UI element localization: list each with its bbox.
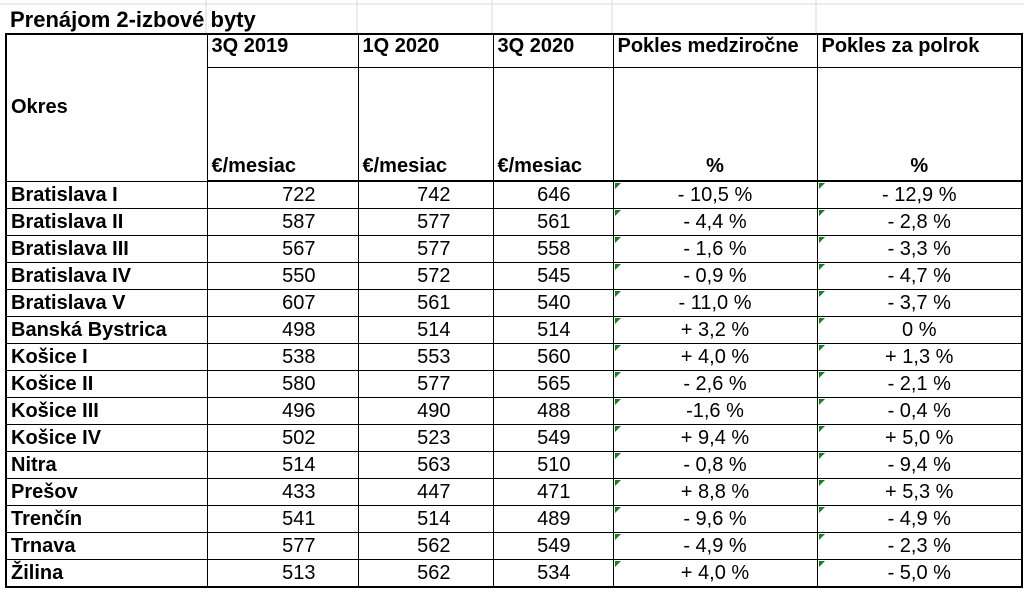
cell-3q-2020[interactable]: 549 bbox=[493, 425, 613, 452]
header-3q-2020[interactable]: 3Q 2020 bbox=[493, 34, 613, 68]
cell-3q-2020[interactable]: 488 bbox=[493, 398, 613, 425]
cell-pokles-medzirocne[interactable]: + 8,8 % bbox=[613, 479, 817, 506]
cell-pokles-za-polrok[interactable]: + 5,3 % bbox=[817, 479, 1022, 506]
cell-1q-2020[interactable]: 514 bbox=[358, 506, 493, 533]
cell-3q-2020[interactable]: 534 bbox=[493, 560, 613, 588]
cell-pokles-medzirocne[interactable]: + 4,0 % bbox=[613, 560, 817, 588]
cell-3q-2020[interactable]: 565 bbox=[493, 371, 613, 398]
cell-3q-2020[interactable]: 561 bbox=[493, 209, 613, 236]
cell-pokles-za-polrok[interactable]: - 0,4 % bbox=[817, 398, 1022, 425]
header-1q-2020[interactable]: 1Q 2020 bbox=[358, 34, 493, 68]
cell-3q-2019[interactable]: 722 bbox=[207, 181, 358, 209]
unit-1q-2020[interactable]: €/mesiac bbox=[358, 68, 493, 182]
cell-pokles-medzirocne[interactable]: - 0,8 % bbox=[613, 452, 817, 479]
header-pokles-medzirocne[interactable]: Pokles medziročne bbox=[613, 34, 817, 68]
table-row bbox=[6, 344, 1022, 371]
cell-3q-2019[interactable]: 513 bbox=[207, 560, 358, 588]
cell-3q-2020[interactable]: 471 bbox=[493, 479, 613, 506]
cell-okres[interactable]: Bratislava V bbox=[6, 290, 207, 317]
table-row bbox=[6, 506, 1022, 533]
table-row bbox=[6, 236, 1022, 263]
cell-pokles-medzirocne[interactable]: - 11,0 % bbox=[613, 290, 817, 317]
cell-pokles-medzirocne[interactable]: - 0,9 % bbox=[613, 263, 817, 290]
cell-pokles-za-polrok[interactable]: - 2,8 % bbox=[817, 209, 1022, 236]
cell-1q-2020[interactable]: 577 bbox=[358, 209, 493, 236]
cell-3q-2019[interactable]: 607 bbox=[207, 290, 358, 317]
cell-3q-2020[interactable]: 545 bbox=[493, 263, 613, 290]
cell-3q-2019[interactable]: 567 bbox=[207, 236, 358, 263]
cell-okres[interactable]: Bratislava III bbox=[6, 236, 207, 263]
table-row bbox=[6, 263, 1022, 290]
cell-3q-2020[interactable]: 510 bbox=[493, 452, 613, 479]
cell-3q-2019[interactable]: 498 bbox=[207, 317, 358, 344]
cell-okres[interactable]: Nitra bbox=[6, 452, 207, 479]
cell-pokles-za-polrok[interactable]: + 5,0 % bbox=[817, 425, 1022, 452]
header-pokles-za-polrok[interactable]: Pokles za polrok bbox=[817, 34, 1022, 68]
cell-3q-2020[interactable]: 549 bbox=[493, 533, 613, 560]
table-row bbox=[6, 317, 1022, 344]
cell-3q-2019[interactable]: 514 bbox=[207, 452, 358, 479]
cell-pokles-za-polrok[interactable]: 0 % bbox=[817, 317, 1022, 344]
cell-3q-2019[interactable]: 502 bbox=[207, 425, 358, 452]
table-row bbox=[6, 479, 1022, 506]
cell-1q-2020[interactable]: 562 bbox=[358, 533, 493, 560]
cell-3q-2019[interactable]: 587 bbox=[207, 209, 358, 236]
cell-1q-2020[interactable]: 577 bbox=[358, 236, 493, 263]
cell-okres[interactable]: Košice II bbox=[6, 371, 207, 398]
table-row bbox=[6, 425, 1022, 452]
cell-1q-2020[interactable]: 553 bbox=[358, 344, 493, 371]
cell-okres[interactable]: Trnava bbox=[6, 533, 207, 560]
unit-pokles-za-polrok[interactable]: % bbox=[817, 68, 1022, 182]
table-row bbox=[6, 560, 1022, 588]
cell-1q-2020[interactable]: 572 bbox=[358, 263, 493, 290]
rent-table bbox=[5, 33, 1023, 588]
cell-pokles-za-polrok[interactable]: + 1,3 % bbox=[817, 344, 1022, 371]
table-row bbox=[6, 452, 1022, 479]
cell-pokles-medzirocne[interactable]: + 9,4 % bbox=[613, 425, 817, 452]
cell-pokles-za-polrok[interactable]: - 2,3 % bbox=[817, 533, 1022, 560]
cell-pokles-za-polrok[interactable]: - 3,3 % bbox=[817, 236, 1022, 263]
cell-pokles-medzirocne[interactable]: - 10,5 % bbox=[613, 181, 817, 209]
cell-1q-2020[interactable]: 742 bbox=[358, 181, 493, 209]
table-row bbox=[6, 398, 1022, 425]
cell-3q-2019[interactable]: 541 bbox=[207, 506, 358, 533]
cell-3q-2019[interactable]: 433 bbox=[207, 479, 358, 506]
cell-pokles-medzirocne[interactable]: + 3,2 % bbox=[613, 317, 817, 344]
cell-pokles-medzirocne[interactable]: - 4,9 % bbox=[613, 533, 817, 560]
header-3q-2019[interactable]: 3Q 2019 bbox=[207, 34, 358, 68]
cell-pokles-medzirocne[interactable]: - 9,6 % bbox=[613, 506, 817, 533]
cell-pokles-za-polrok[interactable]: - 12,9 % bbox=[817, 181, 1022, 209]
cell-okres[interactable]: Košice III bbox=[6, 398, 207, 425]
cell-3q-2020[interactable]: 514 bbox=[493, 317, 613, 344]
cell-3q-2020[interactable]: 540 bbox=[493, 290, 613, 317]
cell-pokles-za-polrok[interactable]: - 2,1 % bbox=[817, 371, 1022, 398]
cell-3q-2019[interactable]: 496 bbox=[207, 398, 358, 425]
cell-pokles-za-polrok[interactable]: - 4,7 % bbox=[817, 263, 1022, 290]
cell-okres[interactable]: Žilina bbox=[6, 560, 207, 588]
cell-3q-2019[interactable]: 577 bbox=[207, 533, 358, 560]
cell-pokles-medzirocne[interactable]: -1,6 % bbox=[613, 398, 817, 425]
cell-okres[interactable]: Košice I bbox=[6, 344, 207, 371]
cell-okres[interactable]: Banská Bystrica bbox=[6, 317, 207, 344]
cell-3q-2020[interactable]: 489 bbox=[493, 506, 613, 533]
cell-3q-2020[interactable]: 646 bbox=[493, 181, 613, 209]
table-row bbox=[6, 209, 1022, 236]
cell-okres[interactable]: Bratislava I bbox=[6, 181, 207, 209]
cell-pokles-medzirocne[interactable]: - 4,4 % bbox=[613, 209, 817, 236]
cell-okres[interactable]: Bratislava IV bbox=[6, 263, 207, 290]
cell-1q-2020[interactable]: 563 bbox=[358, 452, 493, 479]
cell-pokles-medzirocne[interactable]: + 4,0 % bbox=[613, 344, 817, 371]
cell-1q-2020[interactable]: 562 bbox=[358, 560, 493, 588]
cell-1q-2020[interactable]: 561 bbox=[358, 290, 493, 317]
table-row bbox=[6, 181, 1022, 209]
cell-pokles-medzirocne[interactable]: - 2,6 % bbox=[613, 371, 817, 398]
cell-1q-2020[interactable]: 523 bbox=[358, 425, 493, 452]
sheet-title: Prenájom 2-izbové byty bbox=[10, 7, 256, 32]
unit-pokles-medzirocne[interactable]: % bbox=[613, 68, 817, 182]
cell-3q-2020[interactable]: 560 bbox=[493, 344, 613, 371]
table-body bbox=[6, 181, 1022, 587]
table-row bbox=[6, 533, 1022, 560]
cell-1q-2020[interactable]: 490 bbox=[358, 398, 493, 425]
cell-1q-2020[interactable]: 447 bbox=[358, 479, 493, 506]
cell-okres[interactable]: Trenčín bbox=[6, 506, 207, 533]
unit-3q-2019[interactable]: €/mesiac bbox=[207, 68, 358, 182]
cell-okres[interactable]: Bratislava II bbox=[6, 209, 207, 236]
table-row bbox=[6, 290, 1022, 317]
cell-3q-2019[interactable]: 550 bbox=[207, 263, 358, 290]
cell-pokles-za-polrok[interactable]: - 4,9 % bbox=[817, 506, 1022, 533]
header-okres[interactable]: Okres bbox=[6, 34, 207, 181]
cell-3q-2019[interactable]: 538 bbox=[207, 344, 358, 371]
cell-okres[interactable]: Košice IV bbox=[6, 425, 207, 452]
cell-okres[interactable]: Prešov bbox=[6, 479, 207, 506]
cell-pokles-medzirocne[interactable]: - 1,6 % bbox=[613, 236, 817, 263]
cell-3q-2019[interactable]: 580 bbox=[207, 371, 358, 398]
cell-pokles-za-polrok[interactable]: - 5,0 % bbox=[817, 560, 1022, 588]
cell-1q-2020[interactable]: 577 bbox=[358, 371, 493, 398]
unit-3q-2020[interactable]: €/mesiac bbox=[493, 68, 613, 182]
cell-pokles-za-polrok[interactable]: - 9,4 % bbox=[817, 452, 1022, 479]
cell-1q-2020[interactable]: 514 bbox=[358, 317, 493, 344]
cell-3q-2020[interactable]: 558 bbox=[493, 236, 613, 263]
cell-pokles-za-polrok[interactable]: - 3,7 % bbox=[817, 290, 1022, 317]
table-row bbox=[6, 371, 1022, 398]
